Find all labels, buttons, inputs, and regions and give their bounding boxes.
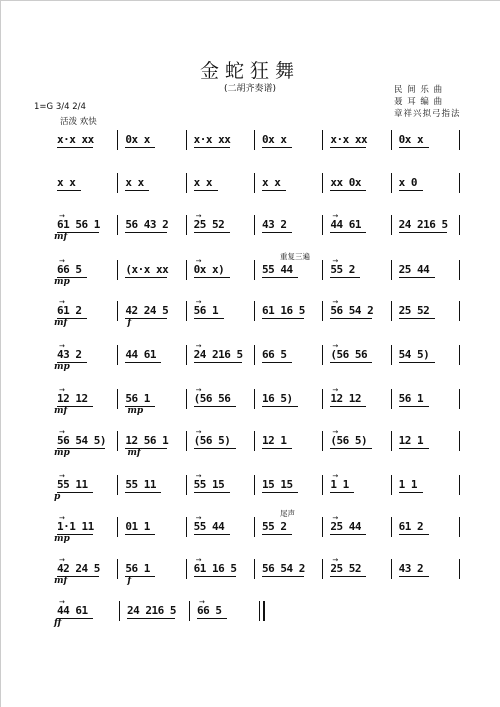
bar-line — [322, 475, 323, 495]
measure-notes: 56 43 2 — [125, 218, 169, 231]
beat-underline — [399, 232, 447, 233]
bowing-arrow-icon: → — [59, 212, 65, 220]
measure-notes: 55 44 — [262, 263, 293, 276]
bar-line — [391, 130, 392, 150]
bowing-arrow-icon: → — [59, 472, 65, 480]
bar-line — [459, 260, 460, 280]
measure-notes: 66 5 — [57, 263, 82, 276]
bar-line — [119, 601, 120, 621]
measure-notes: x·x xx — [57, 133, 94, 146]
measure-notes: 0x x) — [193, 263, 225, 276]
measure-notes: 25 44 — [330, 520, 361, 533]
beat-underline — [194, 362, 242, 363]
measure-notes: 56 54 2 — [262, 562, 305, 575]
score-line — [0, 342, 500, 372]
beat-underline — [330, 147, 366, 148]
beat-underline — [399, 190, 423, 191]
beat-underline — [330, 190, 366, 191]
measure-notes: 12 1 — [262, 434, 287, 447]
beat-underline — [399, 492, 423, 493]
bar-line — [117, 517, 118, 537]
bowing-arrow-icon: → — [195, 472, 202, 480]
measure-notes: 25 52 — [330, 562, 361, 575]
bar-line — [459, 431, 460, 451]
bowing-arrow-icon: → — [59, 342, 65, 350]
measure-notes: x x — [193, 176, 213, 189]
bowing-arrow-icon: → — [332, 386, 339, 394]
bar-line — [322, 215, 323, 235]
dynamic-marking: mp — [54, 448, 70, 458]
measure-notes: 44 61 — [125, 348, 156, 361]
tempo-marking: 活泼 欢快 — [60, 117, 97, 127]
bowing-arrow-icon: → — [59, 514, 65, 522]
measure-notes: 15 15 — [262, 478, 293, 491]
bar-line — [322, 389, 323, 409]
beat-underline — [262, 277, 298, 278]
bar-line — [322, 431, 323, 451]
measure-notes: 61 2 — [57, 304, 82, 317]
beat-underline — [399, 534, 429, 535]
bar-line — [322, 517, 323, 537]
bar-line — [186, 389, 187, 409]
measure-notes: 56 54 5) — [57, 434, 106, 447]
beat-underline — [399, 406, 429, 407]
bar-line — [322, 559, 323, 579]
dynamic-marking: f — [127, 318, 132, 328]
score-line — [0, 428, 500, 458]
dynamic-marking: mf — [54, 318, 68, 328]
bar-line — [117, 260, 118, 280]
bar-line — [117, 389, 118, 409]
bar-line — [322, 301, 323, 321]
bar-line — [117, 301, 118, 321]
bowing-arrow-icon: → — [59, 598, 65, 606]
measure-notes: 61 16 5 — [262, 304, 305, 317]
measure-notes: 0x x — [262, 133, 287, 146]
beat-underline — [330, 576, 366, 577]
dynamic-marking: mp — [54, 362, 70, 372]
bar-line — [254, 389, 255, 409]
bar-line — [254, 215, 255, 235]
measure-notes: 44 61 — [330, 218, 361, 231]
bar-line — [391, 475, 392, 495]
bar-line — [254, 130, 255, 150]
measure-notes: x x — [57, 176, 76, 189]
beat-underline — [194, 534, 230, 535]
bowing-arrow-icon: → — [332, 342, 339, 350]
score-subtitle: (二胡齐奏谱) — [223, 84, 277, 94]
bowing-arrow-icon: → — [332, 514, 339, 522]
bar-line — [391, 389, 392, 409]
beat-underline — [399, 576, 429, 577]
bar-line — [186, 130, 187, 150]
dynamic-marking: mp — [54, 277, 70, 287]
measure-notes: 55 11 — [57, 478, 88, 491]
bowing-arrow-icon: → — [59, 556, 65, 564]
bar-line — [459, 173, 460, 193]
beat-underline — [125, 492, 161, 493]
measure-notes: x·x xx — [193, 133, 231, 146]
beat-underline — [330, 448, 372, 449]
bowing-arrow-icon: → — [195, 257, 202, 265]
measure-notes: 55 11 — [125, 478, 156, 491]
measure-notes: 55 2 — [262, 520, 287, 533]
beat-underline — [262, 492, 298, 493]
bowing-arrow-icon: → — [195, 556, 202, 564]
measure-notes: 44 61 — [57, 604, 88, 617]
bar-line — [186, 260, 187, 280]
bar-line — [254, 431, 255, 451]
measure-notes: (56 5) — [330, 434, 368, 447]
dynamic-marking: mf — [54, 232, 68, 242]
bar-line — [391, 431, 392, 451]
measure-notes: 56 1 — [398, 392, 424, 405]
score-line — [0, 598, 500, 628]
beat-underline — [194, 318, 224, 319]
measure-notes: 56 54 2 — [330, 304, 374, 317]
dynamic-marking: mp — [54, 534, 70, 544]
bar-line — [186, 173, 187, 193]
measure-notes: (56 56 — [193, 392, 231, 405]
measure-notes: x 0 — [398, 176, 418, 189]
measure-notes: 0x x — [125, 133, 150, 146]
measure-notes: 54 5) — [398, 348, 430, 361]
beat-underline — [262, 147, 292, 148]
measure-notes: 42 24 5 — [57, 562, 100, 575]
bar-line — [117, 130, 118, 150]
credit-arranger: 聂 耳 编 曲 — [394, 97, 444, 107]
measure-notes: 61 56 1 — [57, 218, 100, 231]
measure-notes: x x — [262, 176, 281, 189]
beat-underline — [194, 147, 230, 148]
score-line — [0, 298, 500, 328]
bar-line — [322, 260, 323, 280]
bar-line — [117, 345, 118, 365]
bar-line — [459, 215, 460, 235]
section-annotation: 重复三遍 — [280, 252, 310, 261]
bar-line — [391, 301, 392, 321]
bar-line — [459, 389, 460, 409]
bar-line — [391, 215, 392, 235]
bar-line — [391, 559, 392, 579]
measure-notes: (56 56 — [330, 348, 368, 361]
dynamic-marking: p — [54, 492, 61, 502]
key-signature: 1=G 3/4 2/4 — [34, 102, 86, 112]
score-line — [0, 386, 500, 416]
beat-underline — [125, 362, 161, 363]
bar-line — [117, 475, 118, 495]
bowing-arrow-icon: → — [195, 386, 202, 394]
bar-line — [459, 345, 460, 365]
beat-underline — [57, 147, 93, 148]
measure-notes: 43 2 — [57, 348, 82, 361]
bar-line — [254, 173, 255, 193]
bar-line — [254, 301, 255, 321]
score-line — [0, 509, 500, 544]
bar-line — [391, 345, 392, 365]
credit-bowing: 章祥兴拟弓指法 — [394, 109, 461, 119]
beat-underline — [194, 277, 230, 278]
measure-notes: (56 5) — [193, 434, 231, 447]
final-bar-line — [263, 601, 265, 621]
measure-notes: 24 216 5 — [193, 348, 243, 361]
score-line — [0, 212, 500, 242]
measure-notes: x·x xx — [330, 133, 368, 146]
bowing-arrow-icon: → — [332, 472, 339, 480]
measure-notes: 12 12 — [57, 392, 88, 405]
bowing-arrow-icon: → — [195, 342, 202, 350]
dynamic-marking: mf — [54, 406, 68, 416]
measure-notes: 66 5 — [197, 604, 222, 617]
bowing-arrow-icon: → — [195, 212, 202, 220]
measure-notes: 0x x — [398, 133, 424, 146]
measure-notes: 66 5 — [262, 348, 287, 361]
bar-line — [186, 215, 187, 235]
beat-underline — [127, 618, 175, 619]
beat-underline — [57, 492, 93, 493]
beat-underline — [194, 190, 218, 191]
bar-line — [186, 345, 187, 365]
beat-underline — [399, 147, 429, 148]
measure-notes: 16 5) — [262, 392, 293, 405]
dynamic-marking: ff — [54, 618, 62, 628]
score-line — [0, 133, 500, 155]
beat-underline — [125, 277, 167, 278]
measure-notes: 12 12 — [330, 392, 361, 405]
bowing-arrow-icon: → — [59, 386, 65, 394]
measure-notes: 01 1 — [125, 520, 150, 533]
bowing-arrow-icon: → — [332, 428, 339, 436]
beat-underline — [194, 492, 230, 493]
bar-line — [459, 301, 460, 321]
bar-line — [322, 173, 323, 193]
beat-underline — [194, 576, 236, 577]
measure-notes: 25 44 — [398, 263, 430, 276]
score-title: 金蛇狂舞 — [199, 60, 300, 82]
dynamic-marking: mf — [127, 448, 141, 458]
measure-notes: 1 1 — [398, 478, 418, 491]
beat-underline — [262, 534, 292, 535]
bowing-arrow-icon: → — [199, 598, 205, 606]
bar-line — [186, 559, 187, 579]
score-line — [0, 556, 500, 586]
bar-line — [322, 130, 323, 150]
measure-notes: 56 1 — [125, 392, 150, 405]
bar-line — [322, 345, 323, 365]
measure-notes: 55 15 — [193, 478, 225, 491]
bar-line — [459, 475, 460, 495]
bowing-arrow-icon: → — [332, 298, 339, 306]
bar-line — [186, 475, 187, 495]
bar-line — [186, 431, 187, 451]
bowing-arrow-icon: → — [59, 428, 65, 436]
measure-notes: 12 1 — [398, 434, 424, 447]
dynamic-marking: mp — [127, 406, 144, 416]
bowing-arrow-icon: → — [332, 556, 339, 564]
beat-underline — [262, 448, 292, 449]
bar-line — [254, 345, 255, 365]
beat-underline — [262, 362, 292, 363]
measure-notes: xx 0x — [330, 176, 361, 189]
beat-underline — [399, 318, 435, 319]
measure-notes: 1 1 — [330, 478, 349, 491]
beat-underline — [125, 534, 155, 535]
bar-line — [117, 559, 118, 579]
bowing-arrow-icon: → — [195, 298, 202, 306]
measure-notes: 56 1 — [193, 304, 219, 317]
beat-underline — [262, 190, 286, 191]
beat-underline — [262, 232, 292, 233]
measure-notes: 1·1 11 — [57, 520, 94, 533]
beat-underline — [399, 362, 435, 363]
measure-notes: 61 16 5 — [193, 562, 237, 575]
bar-line — [189, 601, 190, 621]
bar-line — [254, 517, 255, 537]
score-line — [0, 176, 500, 198]
beat-underline — [194, 406, 236, 407]
bowing-arrow-icon: → — [195, 514, 202, 522]
measure-notes: 12 56 1 — [125, 434, 169, 447]
dynamic-marking: mf — [54, 576, 68, 586]
bar-line — [254, 260, 255, 280]
beat-underline — [125, 232, 167, 233]
score-line — [0, 472, 500, 502]
section-annotation: 尾声 — [280, 509, 295, 518]
bowing-arrow-icon: → — [59, 298, 65, 306]
beat-underline — [125, 318, 167, 319]
beat-underline — [330, 406, 366, 407]
measure-notes: x x — [125, 176, 144, 189]
beat-underline — [57, 618, 93, 619]
measure-notes: 42 24 5 — [125, 304, 169, 317]
bar-line — [117, 215, 118, 235]
bar-line — [186, 517, 187, 537]
bar-line — [391, 260, 392, 280]
measure-notes: 25 52 — [193, 218, 225, 231]
bar-line — [459, 517, 460, 537]
beat-underline — [330, 362, 372, 363]
credit-origin: 民 间 乐 曲 — [394, 85, 444, 95]
beat-underline — [330, 277, 360, 278]
beat-underline — [330, 318, 372, 319]
beat-underline — [399, 277, 435, 278]
bowing-arrow-icon: → — [332, 257, 339, 265]
measure-notes: 43 2 — [262, 218, 287, 231]
beat-underline — [197, 618, 227, 619]
bar-line — [117, 431, 118, 451]
bowing-arrow-icon: → — [332, 212, 339, 220]
measure-notes: 24 216 5 — [398, 218, 448, 231]
beat-underline — [330, 534, 366, 535]
measure-notes: 55 44 — [193, 520, 225, 533]
bar-line — [254, 559, 255, 579]
bar-line — [186, 301, 187, 321]
beat-underline — [125, 190, 149, 191]
dynamic-marking: f — [127, 576, 132, 586]
bar-line — [459, 130, 460, 150]
score-line — [0, 252, 500, 287]
beat-underline — [399, 448, 429, 449]
measure-notes: 55 2 — [330, 263, 355, 276]
measure-notes: 61 2 — [398, 520, 424, 533]
beat-underline — [194, 232, 230, 233]
bar-line — [259, 601, 260, 621]
measure-notes: 24 216 5 — [127, 604, 176, 617]
beat-underline — [194, 448, 236, 449]
bar-line — [117, 173, 118, 193]
bar-line — [254, 475, 255, 495]
beat-underline — [262, 576, 304, 577]
beat-underline — [262, 318, 304, 319]
beat-underline — [330, 232, 366, 233]
bowing-arrow-icon: → — [59, 257, 65, 265]
beat-underline — [57, 190, 81, 191]
beat-underline — [125, 147, 155, 148]
measure-notes: (x·x xx — [125, 263, 169, 276]
bar-line — [391, 173, 392, 193]
bar-line — [459, 559, 460, 579]
bowing-arrow-icon: → — [195, 428, 202, 436]
measure-notes: 56 1 — [125, 562, 150, 575]
beat-underline — [330, 492, 354, 493]
measure-notes: 25 52 — [398, 304, 430, 317]
beat-underline — [262, 406, 298, 407]
bar-line — [391, 517, 392, 537]
measure-notes: 43 2 — [398, 562, 424, 575]
